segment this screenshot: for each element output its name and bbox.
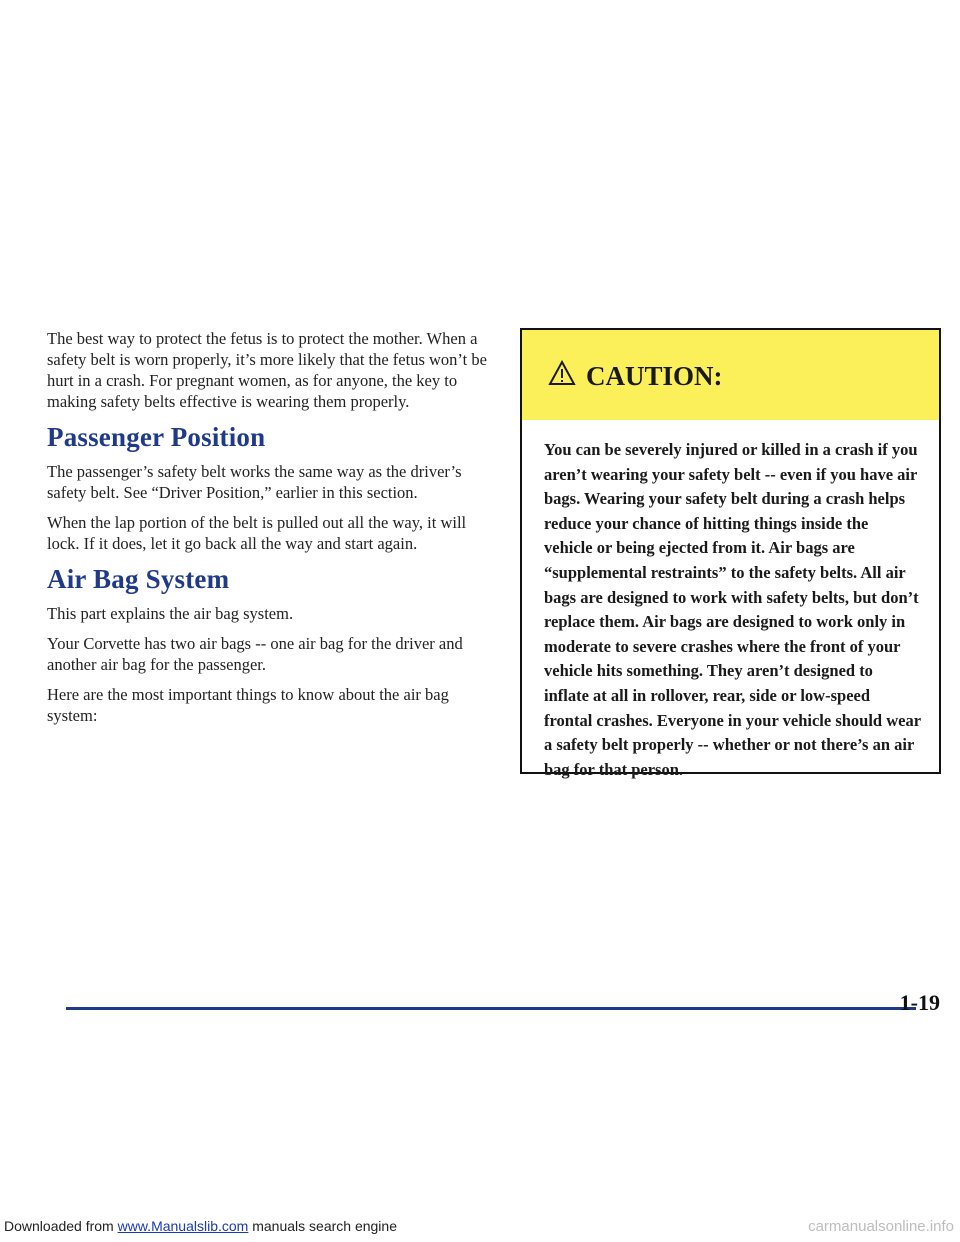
caution-title-text: CAUTION: (586, 361, 723, 391)
airbag-paragraph-1: This part explains the air bag system. (47, 604, 294, 623)
download-footer (0, 1212, 960, 1240)
passenger-paragraph-2: When the lap portion of the belt is pulled out all the way, it will lock. If it does, let it go back all the way and start again. (47, 513, 467, 553)
heading-air-bag-system: Air Bag System (47, 564, 230, 594)
footer-suffix: manuals search engine (252, 1218, 397, 1234)
footer-downloaded-from: Downloaded from (4, 1218, 114, 1234)
intro-paragraph: The best way to protect the fetus is to protect the mother. When a safety belt is worn properly, it’s more likely that the fetus won’t be hurt in a crash. For pregnant women, as for anyone, the key to making safety belts effective is wearing them properly. (47, 329, 487, 411)
watermark: carmanualsonline.info (808, 1218, 954, 1235)
passenger-paragraph-1: The passenger’s safety belt works the same way as the driver’s safety belt. See “Driver Position,” earlier in this section. (47, 462, 462, 502)
footer-rule (66, 1007, 916, 1010)
left-column (47, 328, 495, 735)
airbag-paragraph-3: Here are the most important things to know about the air bag system: (47, 685, 449, 725)
airbag-paragraph-2: Your Corvette has two air bags -- one air bag for the driver and another air bag for the passenger. (47, 634, 463, 674)
footer-source (4, 1218, 397, 1234)
manualslib-link[interactable]: www.Manualslib.com (117, 1218, 249, 1234)
caution-box (520, 328, 941, 779)
caution-title (548, 360, 723, 393)
caution-header (522, 330, 939, 420)
warning-triangle-icon (548, 360, 576, 393)
caution-body: You can be severely injured or killed in a crash if you aren’t wearing your safety belt -- even if you have air bags. Wearing your safety belt during a crash helps reduce your chance of hitting things inside the vehicle or being ejected from it. Air bags are “supplemental restraints” to the safety belts. All air bags are designed to work with safety belts, but don’t replace them. Air bags are designed to work only in moderate to severe crashes where the front of your vehicle hits something. They aren’t designed to inflate at all in rollover, rear, side or low-speed frontal crashes. Everyone in your vehicle should wear a safety belt properly -- whether or not there’s an air bag for that person. (544, 440, 921, 779)
heading-passenger-position: Passenger Position (47, 422, 266, 452)
page-number: 1-19 (899, 990, 940, 1015)
